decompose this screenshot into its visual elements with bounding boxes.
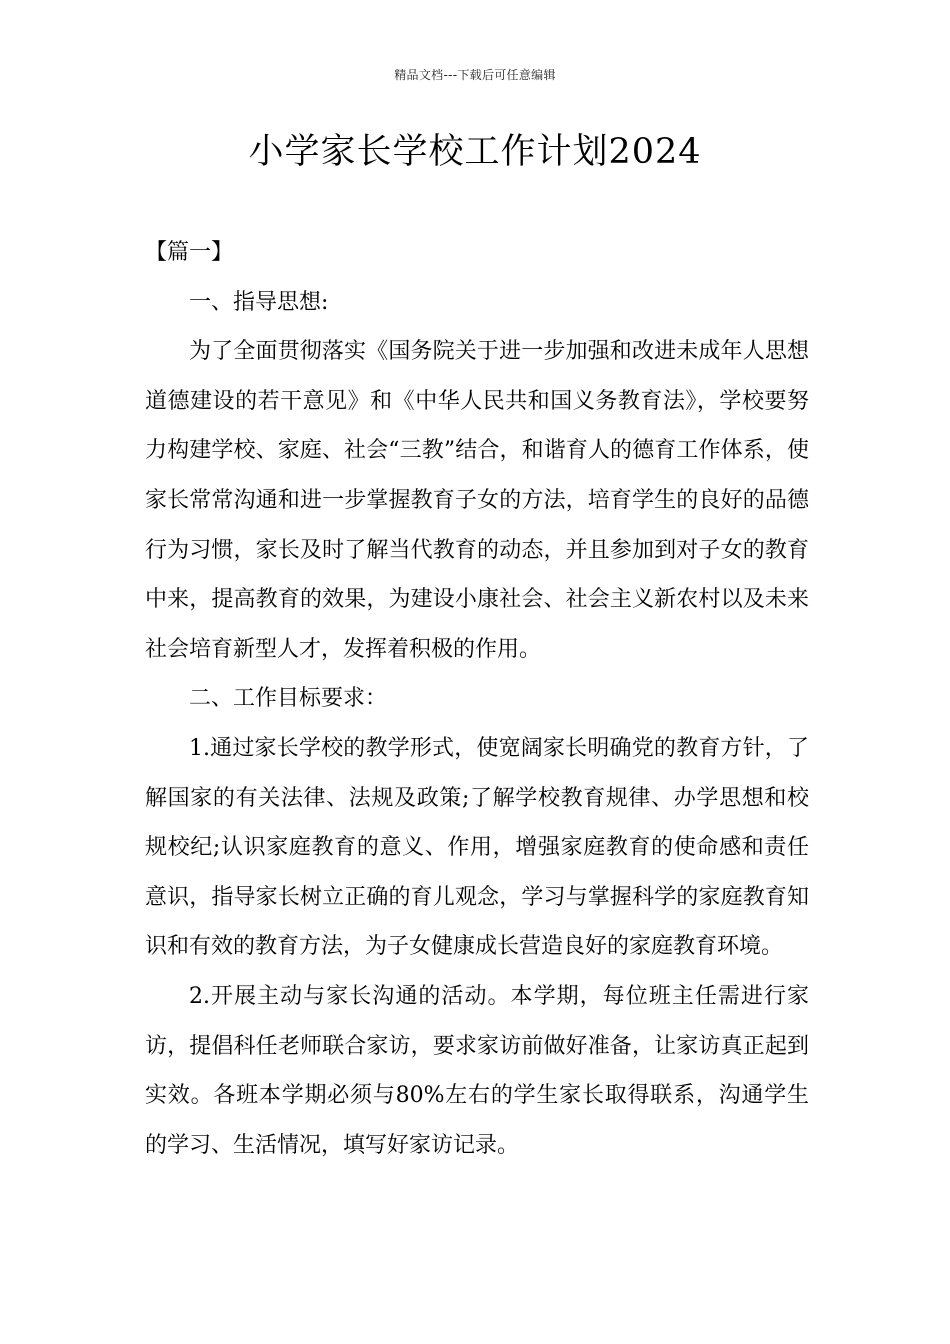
- list-item-goal-1: 1.通过家长学校的教学形式，使宽阔家长明确党的教育方针，了解国家的有关法律、法规及政策;了解学校教育规律、办学思想和校规校纪;认识家庭教育的意义、作用，增强家庭教育的使命感和责任意识，指导家长树立正确的育儿观念，学习与掌握科学的家庭教育知识和有效的教育方法，为子女健康成长营造良好的家庭教育环境。: [145, 735, 809, 960]
- heading-work-goals: 二、工作目标要求：: [189, 686, 388, 712]
- heading-guiding-ideology: 一、指导思想:: [189, 289, 329, 315]
- section-tag: 【篇一】: [145, 240, 234, 265]
- document-title: 小学家长学校工作计划2024: [248, 132, 702, 172]
- header-note: 精品文档---下载后可任意编辑: [394, 68, 556, 82]
- list-item-goal-2: 2.开展主动与家长沟通的活动。本学期，每位班主任需进行家访，提倡科任老师联合家访，要求家访前做好准备，让家访真正起到实效。各班本学期必须与80%左右的学生家长取得联系，沟通学生的学习、生活情况，填写好家访记录。: [145, 983, 809, 1158]
- document-body: [145, 228, 809, 1170]
- paragraph-guiding-ideology: 为了全面贯彻落实《国务院关于进一步加强和改进未成年人思想道德建设的若干意见》和《中华人民共和国义务教育法》，学校要努力构建学校、家庭、社会“三教”结合，和谐育人的德育工作体系，使家长常常沟通和进一步掌握教育子女的方法，培育学生的良好的品德行为习惯，家长及时了解当代教育的动态，并且参加到对子女的教育中来，提高教育的效果，为建设小康社会、社会主义新农村以及未来社会培育新型人才，发挥着积极的作用。: [145, 339, 809, 662]
